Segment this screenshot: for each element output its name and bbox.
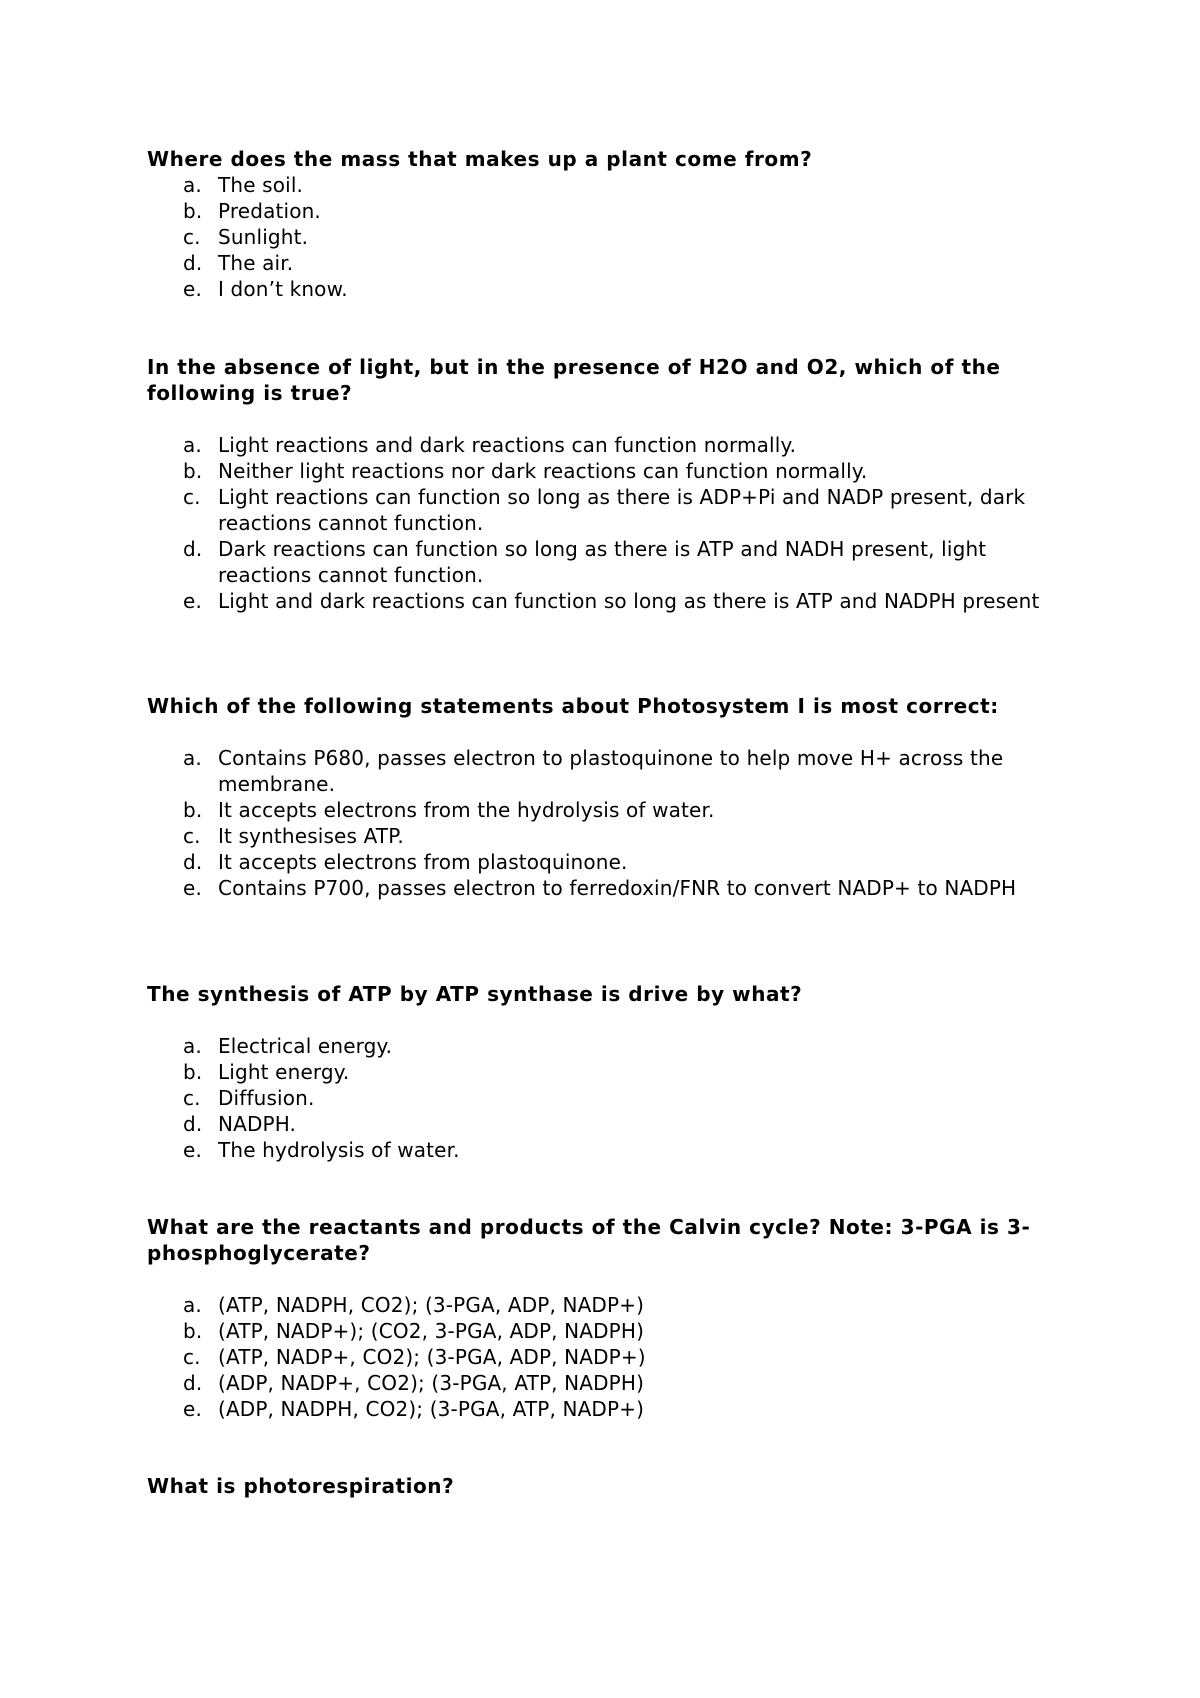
option-letter: e. bbox=[183, 277, 202, 301]
option-text: (ADP, NADPH, CO2); (3-PGA, ATP, NADP+) bbox=[218, 1397, 645, 1421]
answer-option-a bbox=[147, 432, 1067, 458]
option-text: The soil. bbox=[218, 173, 304, 197]
option-letter: d. bbox=[183, 537, 203, 561]
answer-options bbox=[147, 745, 1067, 901]
option-text: NADPH. bbox=[218, 1112, 297, 1136]
answer-option-d bbox=[147, 849, 1067, 875]
option-letter: a. bbox=[183, 746, 202, 770]
option-text: (ADP, NADP+, CO2); (3-PGA, ATP, NADPH) bbox=[218, 1371, 645, 1395]
question-text: What is photorespiration? bbox=[147, 1474, 455, 1498]
answer-options bbox=[147, 172, 1067, 302]
question-text: The synthesis of ATP by ATP synthase is drive by what? bbox=[147, 982, 803, 1006]
option-letter: c. bbox=[183, 485, 201, 509]
question-text: What are the reactants and products of the Calvin cycle? Note: 3-PGA is 3-phosphoglycerate? bbox=[147, 1215, 1031, 1265]
option-text: Light reactions can function so long as there is ADP+Pi and NADP present, dark reactions cannot function. bbox=[218, 485, 1026, 535]
answer-options bbox=[147, 1292, 1067, 1422]
option-text: It accepts electrons from the hydrolysis of water. bbox=[218, 798, 715, 822]
answer-option-e bbox=[147, 588, 1067, 614]
option-text: (ATP, NADP+); (CO2, 3-PGA, ADP, NADPH) bbox=[218, 1319, 645, 1343]
option-letter: b. bbox=[183, 1060, 203, 1084]
answer-option-a bbox=[147, 172, 1067, 198]
question-2 bbox=[147, 354, 1067, 614]
option-letter: b. bbox=[183, 1319, 203, 1343]
answer-options bbox=[147, 432, 1067, 614]
option-letter: e. bbox=[183, 1138, 202, 1162]
option-letter: b. bbox=[183, 199, 203, 223]
option-letter: a. bbox=[183, 1293, 202, 1317]
option-text: Diffusion. bbox=[218, 1086, 315, 1110]
answer-option-b bbox=[147, 1318, 1067, 1344]
answer-option-d bbox=[147, 1370, 1067, 1396]
answer-option-e bbox=[147, 276, 1067, 302]
answer-option-d bbox=[147, 250, 1067, 276]
option-text: Light reactions and dark reactions can function normally. bbox=[218, 433, 797, 457]
option-text: Light and dark reactions can function so long as there is ATP and NADPH present bbox=[218, 589, 1040, 613]
answer-option-b bbox=[147, 458, 1067, 484]
option-text: The air. bbox=[218, 251, 294, 275]
answer-option-e bbox=[147, 1396, 1067, 1422]
answer-option-c bbox=[147, 1085, 1067, 1111]
answer-option-b bbox=[147, 1059, 1067, 1085]
option-letter: d. bbox=[183, 850, 203, 874]
option-letter: c. bbox=[183, 824, 201, 848]
answer-option-b bbox=[147, 797, 1067, 823]
answer-option-c bbox=[147, 224, 1067, 250]
option-letter: a. bbox=[183, 173, 202, 197]
answer-option-c bbox=[147, 484, 1067, 536]
option-text: Contains P680, passes electron to plastoquinone to help move H+ across the membrane. bbox=[218, 746, 1004, 796]
question-1 bbox=[147, 146, 1067, 302]
option-text: Neither light reactions nor dark reactions can function normally. bbox=[218, 459, 868, 483]
answer-option-c bbox=[147, 1344, 1067, 1370]
option-text: Dark reactions can function so long as there is ATP and NADH present, light reactions cannot function. bbox=[218, 537, 987, 587]
option-letter: c. bbox=[183, 1345, 201, 1369]
answer-option-d bbox=[147, 536, 1067, 588]
question-5 bbox=[147, 1214, 1067, 1422]
option-letter: e. bbox=[183, 589, 202, 613]
option-text: The hydrolysis of water. bbox=[218, 1138, 460, 1162]
answer-option-a bbox=[147, 745, 1067, 797]
answer-options bbox=[147, 1033, 1067, 1163]
option-letter: c. bbox=[183, 225, 201, 249]
question-text: Which of the following statements about Photosystem I is most correct: bbox=[147, 694, 999, 718]
question-3 bbox=[147, 693, 1067, 901]
option-text: Contains P700, passes electron to ferredoxin/FNR to convert NADP+ to NADPH bbox=[218, 876, 1017, 900]
option-text: (ATP, NADPH, CO2); (3-PGA, ADP, NADP+) bbox=[218, 1293, 645, 1317]
option-text: (ATP, NADP+, CO2); (3-PGA, ADP, NADP+) bbox=[218, 1345, 646, 1369]
answer-option-e bbox=[147, 1137, 1067, 1163]
answer-option-b bbox=[147, 198, 1067, 224]
question-4 bbox=[147, 981, 1067, 1163]
answer-option-c bbox=[147, 823, 1067, 849]
option-text: Sunlight. bbox=[218, 225, 309, 249]
answer-option-d bbox=[147, 1111, 1067, 1137]
option-letter: d. bbox=[183, 1112, 203, 1136]
option-letter: d. bbox=[183, 251, 203, 275]
option-letter: b. bbox=[183, 459, 203, 483]
question-6 bbox=[147, 1473, 1067, 1499]
option-letter: d. bbox=[183, 1371, 203, 1395]
option-letter: e. bbox=[183, 1397, 202, 1421]
option-text: I don’t know. bbox=[218, 277, 348, 301]
option-letter: a. bbox=[183, 433, 202, 457]
question-text: Where does the mass that makes up a plant come from? bbox=[147, 147, 813, 171]
answer-option-a bbox=[147, 1033, 1067, 1059]
question-text: In the absence of light, but in the presence of H2O and O2, which of the following is true? bbox=[147, 355, 1001, 405]
option-letter: c. bbox=[183, 1086, 201, 1110]
answer-option-a bbox=[147, 1292, 1067, 1318]
option-text: Electrical energy. bbox=[218, 1034, 393, 1058]
option-letter: b. bbox=[183, 798, 203, 822]
answer-option-e bbox=[147, 875, 1067, 901]
option-text: It synthesises ATP. bbox=[218, 824, 404, 848]
option-text: Light energy. bbox=[218, 1060, 350, 1084]
option-text: It accepts electrons from plastoquinone. bbox=[218, 850, 628, 874]
option-letter: a. bbox=[183, 1034, 202, 1058]
option-letter: e. bbox=[183, 876, 202, 900]
option-text: Predation. bbox=[218, 199, 321, 223]
